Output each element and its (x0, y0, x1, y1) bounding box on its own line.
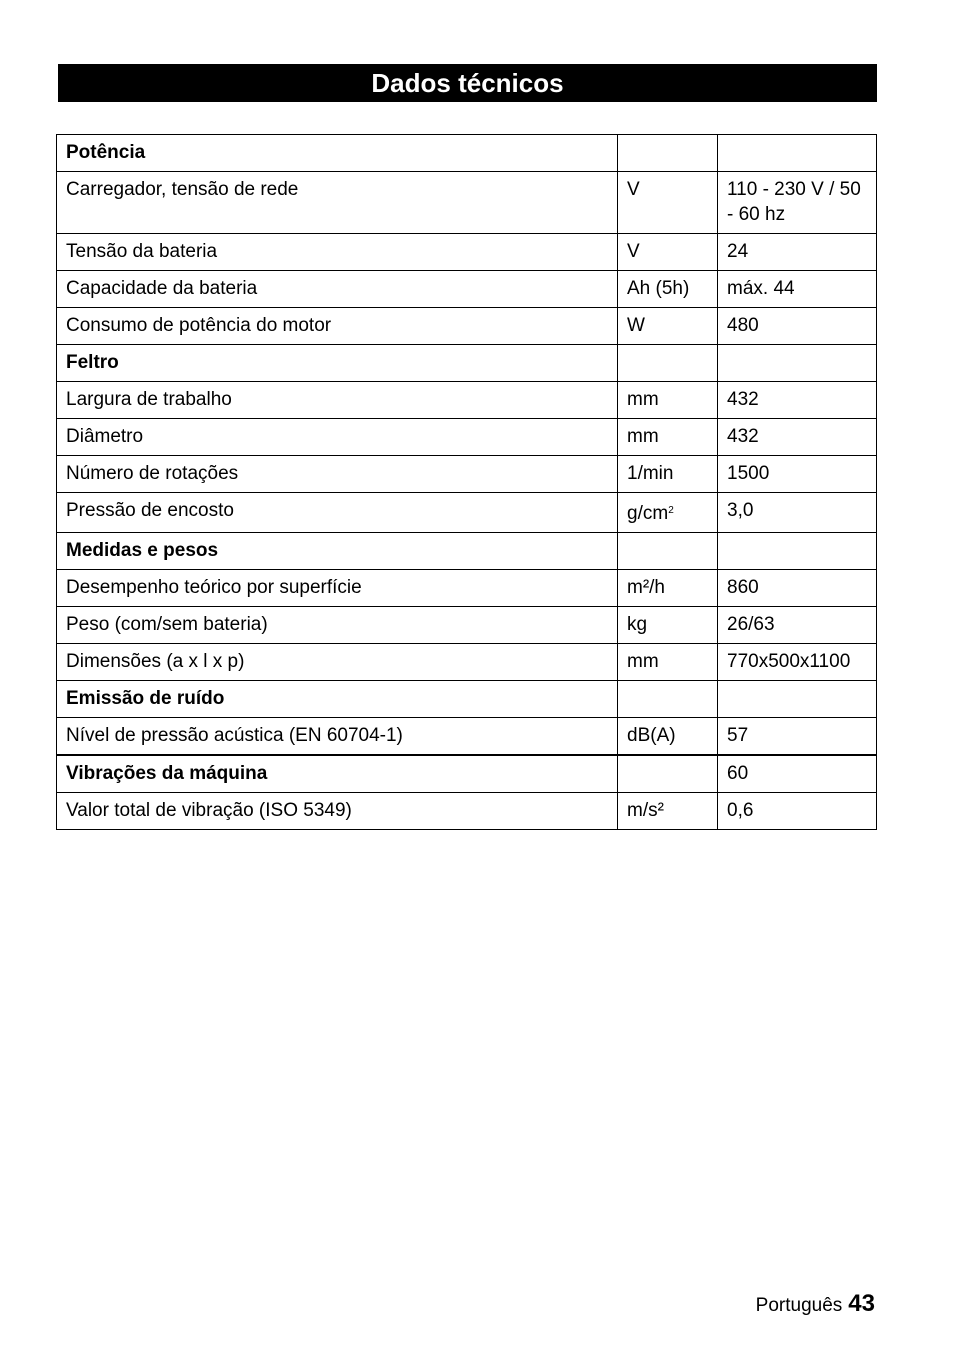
spec-label: Consumo de potência do motor (57, 308, 618, 345)
table-row (57, 419, 877, 456)
spec-label: Largura de trabalho (57, 382, 618, 419)
spec-unit (618, 135, 718, 172)
spec-unit-text: mm (627, 389, 659, 410)
page-number: 43 (848, 1290, 875, 1317)
table-row (57, 793, 877, 830)
spec-label: Diâmetro (57, 419, 618, 456)
spec-unit (618, 345, 718, 382)
spec-value (718, 681, 877, 718)
spec-unit (618, 607, 718, 644)
spec-unit (618, 681, 718, 718)
spec-value (718, 533, 877, 570)
spec-unit (618, 493, 718, 533)
spec-unit-text: W (627, 315, 645, 336)
table-row (57, 382, 877, 419)
table-row (57, 644, 877, 681)
spec-label: Dimensões (a x l x p) (57, 644, 618, 681)
section-label: Potência (57, 135, 618, 172)
spec-unit (618, 172, 718, 234)
spec-value: 110 - 230 V / 50 - 60 hz (718, 172, 877, 234)
spec-value: 432 (718, 382, 877, 419)
section-label: Feltro (57, 345, 618, 382)
spec-value: 57 (718, 718, 877, 756)
technical-data-table (56, 134, 877, 830)
spec-value (718, 135, 877, 172)
spec-unit (618, 570, 718, 607)
spec-value: 0,6 (718, 793, 877, 830)
spec-unit-text: m/s² (627, 800, 664, 821)
section-header-row (57, 755, 877, 793)
spec-value: 480 (718, 308, 877, 345)
spec-unit (618, 755, 718, 793)
spec-unit (618, 234, 718, 271)
spec-unit-text: V (627, 179, 640, 200)
spec-unit-superscript: 2 (668, 505, 674, 516)
spec-unit (618, 718, 718, 756)
spec-label: Desempenho teórico por superfície (57, 570, 618, 607)
spec-unit-text: dB(A) (627, 725, 676, 746)
page-title: Dados técnicos (58, 64, 877, 102)
spec-value: 1500 (718, 456, 877, 493)
spec-unit-text: g/cm (627, 503, 669, 524)
spec-label: Peso (com/sem bateria) (57, 607, 618, 644)
spec-label: Nível de pressão acústica (EN 60704-1) (57, 718, 618, 756)
technical-data-body (57, 135, 877, 830)
spec-value (718, 345, 877, 382)
spec-unit-text: Ah (5h) (627, 278, 690, 299)
table-row (57, 493, 877, 533)
table-row (57, 718, 877, 756)
spec-value: 860 (718, 570, 877, 607)
spec-value: 770x500x1100 (718, 644, 877, 681)
spec-value: máx. 44 (718, 271, 877, 308)
table-row (57, 570, 877, 607)
spec-unit (618, 644, 718, 681)
table-row (57, 456, 877, 493)
table-row (57, 308, 877, 345)
spec-unit (618, 308, 718, 345)
spec-label: Tensão da bateria (57, 234, 618, 271)
spec-unit (618, 271, 718, 308)
spec-unit-text: 1/min (627, 463, 674, 484)
table-row (57, 271, 877, 308)
spec-value: 3,0 (718, 493, 877, 533)
spec-value: 24 (718, 234, 877, 271)
spec-value: 60 (718, 755, 877, 793)
page-footer (756, 1290, 875, 1318)
spec-unit-text: mm (627, 426, 659, 447)
spec-label: Capacidade da bateria (57, 271, 618, 308)
spec-label: Pressão de encosto (57, 493, 618, 533)
section-label: Vibrações da máquina (57, 755, 618, 793)
spec-label: Carregador, tensão de rede (57, 172, 618, 234)
section-header-row (57, 345, 877, 382)
spec-unit (618, 382, 718, 419)
section-header-row (57, 135, 877, 172)
section-header-row (57, 533, 877, 570)
footer-language: Português (755, 1295, 843, 1316)
table-row (57, 172, 877, 234)
spec-unit (618, 419, 718, 456)
spec-unit-text: kg (627, 614, 648, 635)
spec-value: 432 (718, 419, 877, 456)
spec-label: Número de rotações (57, 456, 618, 493)
spec-unit (618, 456, 718, 493)
spec-unit (618, 793, 718, 830)
spec-unit-text: V (627, 241, 640, 262)
spec-label: Valor total de vibração (ISO 5349) (57, 793, 618, 830)
table-row (57, 234, 877, 271)
spec-value: 26/63 (718, 607, 877, 644)
spec-unit-text: mm (627, 651, 659, 672)
section-label: Medidas e pesos (57, 533, 618, 570)
section-header-row (57, 681, 877, 718)
table-row (57, 607, 877, 644)
section-label: Emissão de ruído (57, 681, 618, 718)
spec-unit-text: m²/h (627, 577, 665, 598)
spec-unit (618, 533, 718, 570)
